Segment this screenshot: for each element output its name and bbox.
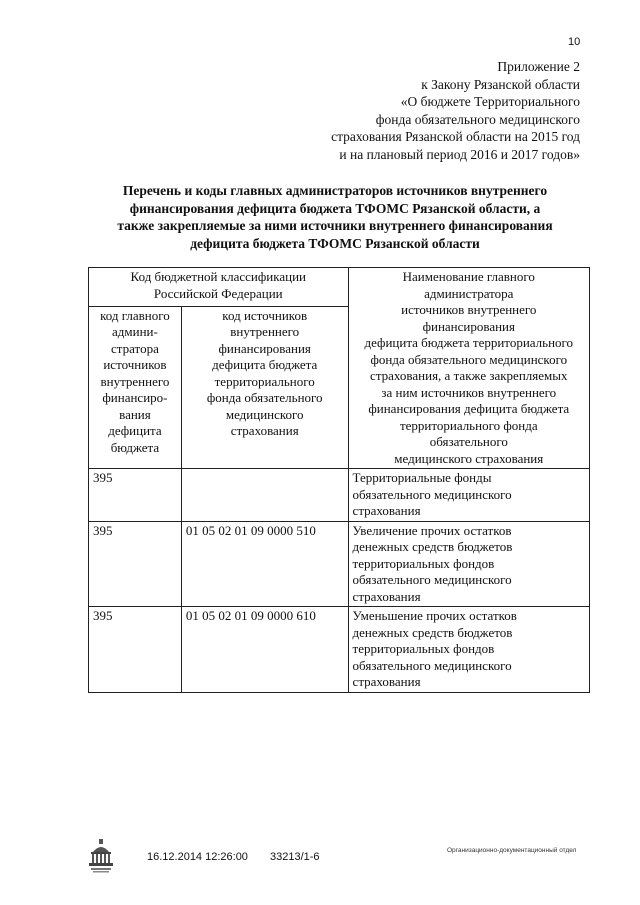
table-row	[89, 521, 590, 607]
title-line: Перечень и коды главных администраторов источников внутреннего	[122, 183, 548, 198]
name-line: Увеличение прочих остатков	[352, 522, 512, 538]
source-code-cell: 01 05 02 01 09 0000 510	[181, 521, 348, 607]
name-line: Уменьшение прочих остатков	[352, 608, 517, 623]
name-cell	[348, 521, 589, 607]
classification-table	[88, 267, 590, 693]
name-line: страхования	[352, 503, 421, 518]
header-line: медицинского страхования	[394, 450, 544, 466]
header-line: финансирования	[422, 318, 515, 334]
name-line: обязательного медицинского	[352, 657, 512, 673]
subheader-line: бюджета	[110, 439, 160, 455]
subheader-line: админи-	[112, 324, 158, 340]
header-line: администратора	[424, 285, 514, 301]
footer-department: Организационно-документационный отдел	[447, 847, 577, 854]
appendix-line: к Закону Рязанской области	[421, 76, 580, 92]
header-line: дефицита бюджета территориального	[364, 335, 574, 350]
table-row	[89, 607, 590, 693]
duma-building-icon	[86, 838, 116, 874]
subheader-line: стратора	[111, 340, 159, 356]
admin-code-cell: 395	[89, 469, 182, 522]
header-line: Российской Федерации	[153, 285, 283, 301]
header-line: Код бюджетной классификации	[130, 269, 306, 284]
table-row	[89, 469, 590, 522]
subheader-line: дефицита бюджета	[212, 357, 318, 373]
subheader-line: финансиро-	[102, 390, 168, 406]
name-line: денежных средств бюджетов	[352, 539, 513, 554]
header-line: фонда обязательного медицинского	[370, 351, 568, 367]
subheader-line: вания	[119, 406, 151, 422]
name-line: денежных средств бюджетов	[352, 624, 513, 640]
admin-code-cell: 395	[89, 607, 182, 693]
subheader-admin-code	[89, 306, 182, 468]
subheader-source-code	[181, 306, 348, 468]
name-line: обязательного медицинского	[352, 486, 512, 502]
header-line: финансирования дефицита бюджета	[368, 401, 570, 416]
subheader-line: код главного	[100, 307, 170, 323]
name-line: страхования	[352, 674, 421, 689]
name-line: территориальных фондов	[352, 641, 495, 656]
name-line: Территориальные фонды	[352, 470, 492, 485]
appendix-line: фонда обязательного медицинского	[375, 111, 580, 127]
appendix-line: «О бюджете Территориального	[400, 94, 580, 109]
name-cell	[348, 469, 589, 522]
name-line: страхования	[352, 588, 421, 604]
source-code-cell	[181, 469, 348, 522]
admin-code-cell: 395	[89, 521, 182, 607]
document-title	[80, 182, 590, 252]
header-budget-classification	[89, 268, 349, 307]
appendix-line: Приложение 2	[497, 59, 580, 74]
appendix-header	[240, 58, 580, 163]
subheader-line: код источников	[222, 307, 308, 323]
header-line: обязательного	[429, 434, 508, 449]
title-line: также закрепляемые за ними источники внутреннего финансирования	[117, 218, 553, 233]
header-line: страхования, а также закрепляемых	[370, 368, 568, 383]
subheader-line: внутреннего	[230, 324, 300, 340]
table-header-row	[89, 268, 590, 307]
subheader-line: страхования	[230, 423, 299, 439]
name-cell	[348, 607, 589, 693]
subheader-line: территориального	[214, 373, 315, 389]
header-line: Наименование главного	[402, 269, 535, 284]
header-line: территориального фонда	[399, 417, 538, 433]
footer-datetime: 16.12.2014 12:26:00	[147, 851, 248, 863]
footer-reg-number: 33213/1-6	[270, 851, 320, 863]
subheader-line: дефицита	[108, 423, 162, 439]
appendix-line: страхования Рязанской области на 2015 год	[331, 129, 580, 144]
header-line: источников внутреннего	[401, 302, 537, 317]
title-line: финансирования дефицита бюджета ТФОМС Рязанской области, а	[129, 200, 541, 216]
subheader-line: источников	[103, 357, 167, 373]
header-administrator-name	[348, 268, 589, 469]
subheader-line: фонда обязательного	[206, 390, 323, 406]
subheader-line: внутреннего	[100, 373, 170, 389]
subheader-line: медицинского	[225, 406, 304, 422]
title-line: дефицита бюджета ТФОМС Рязанской области	[190, 235, 480, 251]
subheader-line: финансирования	[218, 340, 311, 356]
name-line: территориальных фондов	[352, 555, 495, 571]
name-line: обязательного медицинского	[352, 572, 512, 587]
source-code-cell: 01 05 02 01 09 0000 610	[181, 607, 348, 693]
appendix-line: и на плановый период 2016 и 2017 годов»	[339, 146, 580, 162]
page-number: 10	[568, 36, 581, 48]
header-line: за ним источников внутреннего	[381, 384, 557, 400]
